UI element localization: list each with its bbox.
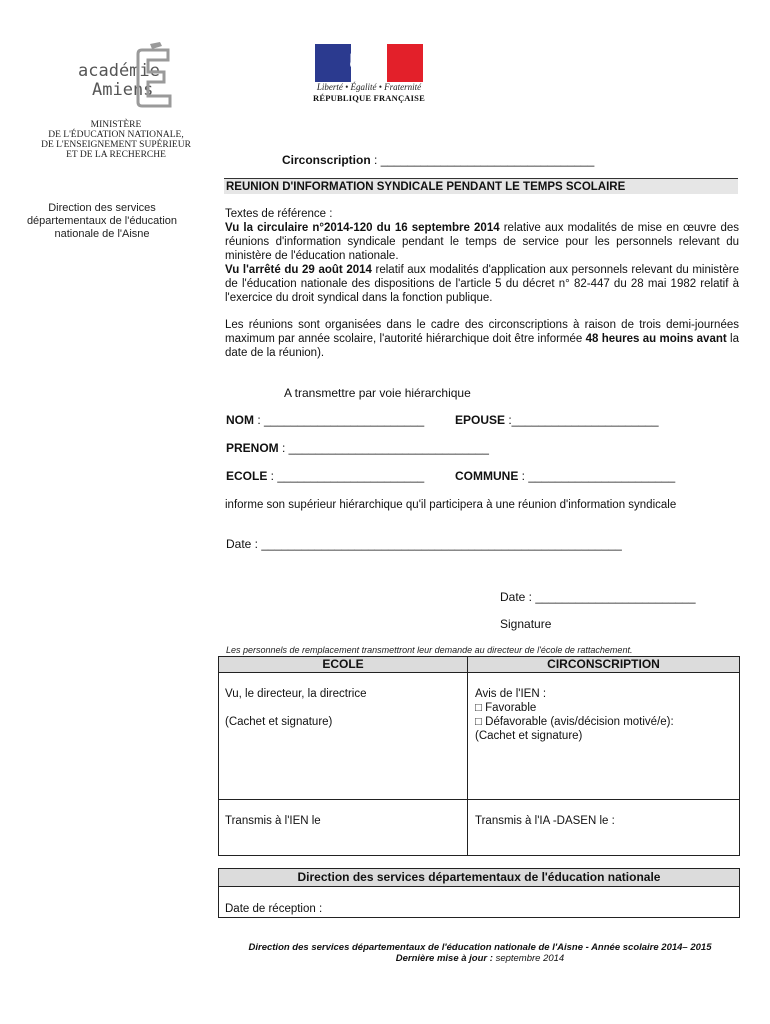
transmit-line: A transmettre par voie hiérarchique — [284, 386, 471, 400]
commune-field[interactable] — [455, 469, 675, 483]
republique-francaise: RÉPUBLIQUE FRANÇAISE — [313, 93, 425, 103]
republic-motto: Liberté • Égalité • Fraternité — [316, 82, 422, 92]
nom-blank[interactable]: : ________________________ — [254, 413, 425, 427]
academie-line1: académie — [78, 61, 160, 81]
circonscription-separator: : — [370, 153, 381, 167]
academie-line2: Amiens — [92, 80, 154, 100]
cell-transmis-ia: Transmis à l'IA -DASEN le : — [475, 815, 615, 827]
ecole-field[interactable] — [226, 469, 424, 483]
reception-header: Direction des services départementaux de l'éducation nationale — [219, 869, 739, 887]
commune-blank[interactable]: : ______________________ — [518, 469, 676, 483]
references-intro: Textes de référence : — [225, 208, 333, 220]
footer-line1: Direction des services départementaux de l'éducation nationale de l'Aisne - Année scolaire 2014– 2015 — [248, 942, 712, 953]
cell-avis-ien — [475, 687, 674, 743]
signature-label: Signature — [500, 617, 552, 631]
date-field[interactable]: Date : ______________________________________________________ — [226, 537, 622, 551]
reception-box — [218, 868, 740, 918]
arrete-text: relatif aux modalités d'application aux personnels relevant du ministère de l'éducation nationale des dispositions de l'article 5 du décret n° 82-447 du 28 mai 1982 relatif à l'exercice du droit syndical dans la fonction publique. — [225, 264, 739, 304]
cell-cachet-ecole: (Cachet et signature) — [225, 716, 333, 728]
ministry-line: DE L'ENSEIGNEMENT SUPÉRIEUR — [41, 140, 191, 150]
date2-field[interactable]: Date : ________________________ — [500, 590, 696, 604]
page-title: REUNION D'INFORMATION SYNDICALE PENDANT LE TEMPS SCOLAIRE — [224, 178, 738, 194]
direction-line: nationale de l'Aisne — [54, 228, 150, 240]
commune-label: COMMUNE — [455, 469, 519, 483]
marianne-flag-logo — [315, 44, 423, 82]
organisation-bold: 48 heures au moins avant — [585, 333, 727, 345]
cachet-circonscription: (Cachet et signature) — [475, 730, 583, 742]
ecole-blank[interactable]: : ______________________ — [267, 469, 425, 483]
defavorable-checkbox[interactable]: □ Défavorable (avis/décision motivé/e): — [475, 716, 674, 728]
ministry-line: MINISTÈRE — [90, 120, 142, 130]
circonscription-label: Circonscription — [282, 153, 371, 167]
favorable-checkbox[interactable]: □ Favorable — [475, 702, 537, 714]
avis-label: Avis de l'IEN : — [475, 688, 547, 700]
cell-vu-directeur: Vu, le directeur, la directrice — [225, 688, 367, 700]
prenom-label: PRENOM — [226, 441, 279, 455]
circonscription-line — [282, 153, 594, 167]
approval-table — [218, 656, 740, 856]
direction-line: départementaux de l'éducation — [26, 215, 178, 227]
arrete-bold: Vu l'arrêté du 29 août 2014 — [225, 264, 372, 276]
nom-field[interactable] — [226, 413, 424, 427]
informe-paragraph: informe son supérieur hiérarchique qu'il participera à une réunion d'information syndicale — [225, 499, 677, 511]
ministry-line: DE L'ÉDUCATION NATIONALE, — [48, 130, 184, 140]
academie-e-logo-icon — [132, 42, 172, 108]
cell-transmis-ien: Transmis à l'IEN le — [225, 815, 321, 827]
ministry-line: ET DE LA RECHERCHE — [66, 150, 166, 160]
footer-update-date: septembre 2014 — [495, 953, 565, 964]
reference-arrete — [225, 263, 739, 305]
table-header-ecole: ECOLE — [219, 657, 467, 673]
marianne-profile-icon — [335, 48, 395, 80]
epouse-field[interactable] — [455, 413, 659, 427]
epouse-label: EPOUSE — [455, 413, 506, 427]
prenom-field[interactable] — [226, 441, 489, 455]
direction-line: Direction des services — [48, 202, 156, 214]
circulaire-bold: Vu la circulaire n°2014-120 du 16 septembre 2014 — [225, 222, 500, 234]
reception-date-label[interactable]: Date de réception : — [225, 903, 323, 915]
nom-label: NOM — [226, 413, 254, 427]
organisation-text2: la date de la réunion). — [225, 333, 739, 359]
reference-circulaire — [225, 221, 739, 263]
organisation-text1: Les réunions sont organisées dans le cadre des circonscriptions à raison de trois demi-journées maximum par année scolaire, l'autorité hiérarchique doit être informée — [225, 319, 739, 345]
circulaire-text: relative aux modalités de mise en œuvre des réunions d'information syndicale pendant le temps de service pour les personnels relevant du ministère de l'éducation nationale. — [225, 222, 739, 262]
epouse-blank[interactable]: :______________________ — [505, 413, 659, 427]
ministry-block — [30, 120, 202, 160]
footer-update-label: Dernière mise à jour : — [395, 953, 496, 964]
ecole-label: ECOLE — [226, 469, 268, 483]
page-footer — [210, 942, 750, 964]
circonscription-blank[interactable]: ________________________________ — [380, 153, 595, 167]
replacement-note: Les personnels de remplacement transmettront leur demande au directeur de l'école de rattachement. — [226, 645, 633, 655]
prenom-blank[interactable]: : ______________________________ — [278, 441, 489, 455]
organisation-paragraph — [225, 318, 739, 360]
references-block — [225, 207, 739, 305]
table-header-circonscription: CIRCONSCRIPTION — [468, 657, 739, 673]
direction-left-block — [16, 202, 188, 241]
footer-line2 — [210, 953, 750, 964]
